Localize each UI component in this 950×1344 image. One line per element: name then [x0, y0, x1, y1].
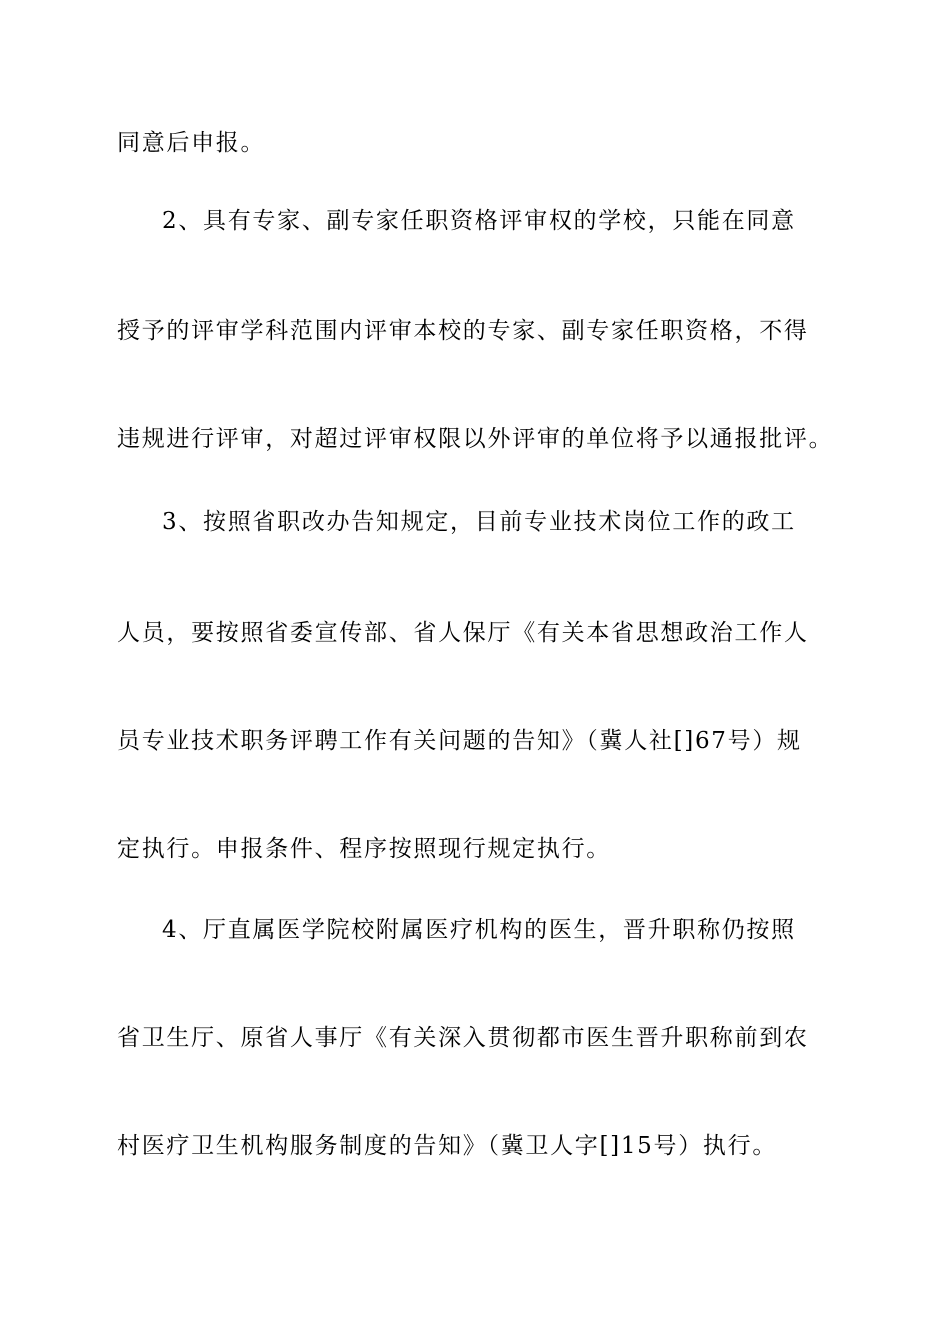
- text-line-1: 同意后申报。: [117, 130, 266, 156]
- paragraph-2-line-3: 违规进行评审，对超过评审权限以外评审的单位将予以通报批评。: [117, 426, 834, 452]
- paragraph-2-line-1: 2、具有专家、副专家任职资格评审权的学校，只能在同意: [162, 208, 796, 234]
- paragraph-4-line-3: 村医疗卫生机构服务制度的告知》（冀卫人字[]15号）执行。: [117, 1133, 778, 1159]
- paragraph-4-line-2: 省卫生厅、原省人事厅《有关深入贯彻都市医生晋升职称前到农: [117, 1025, 809, 1051]
- paragraph-4-line-1: 4、厅直属医学院校附属医疗机构的医生，晋升职称仍按照: [162, 917, 796, 943]
- paragraph-3-line-3: 员专业技术职务评聘工作有关问题的告知》（冀人社[]67号）规: [117, 728, 802, 754]
- paragraph-2-line-2: 授予的评审学科范围内评审本校的专家、副专家任职资格，不得: [117, 318, 809, 344]
- paragraph-3-line-2: 人员，要按照省委宣传部、省人保厅《有关本省思想政治工作人: [117, 620, 809, 646]
- paragraph-3-line-1: 3、按照省职改办告知规定，目前专业技术岗位工作的政工: [162, 509, 796, 535]
- paragraph-3-line-4: 定执行。申报条件、程序按照现行规定执行。: [117, 836, 611, 862]
